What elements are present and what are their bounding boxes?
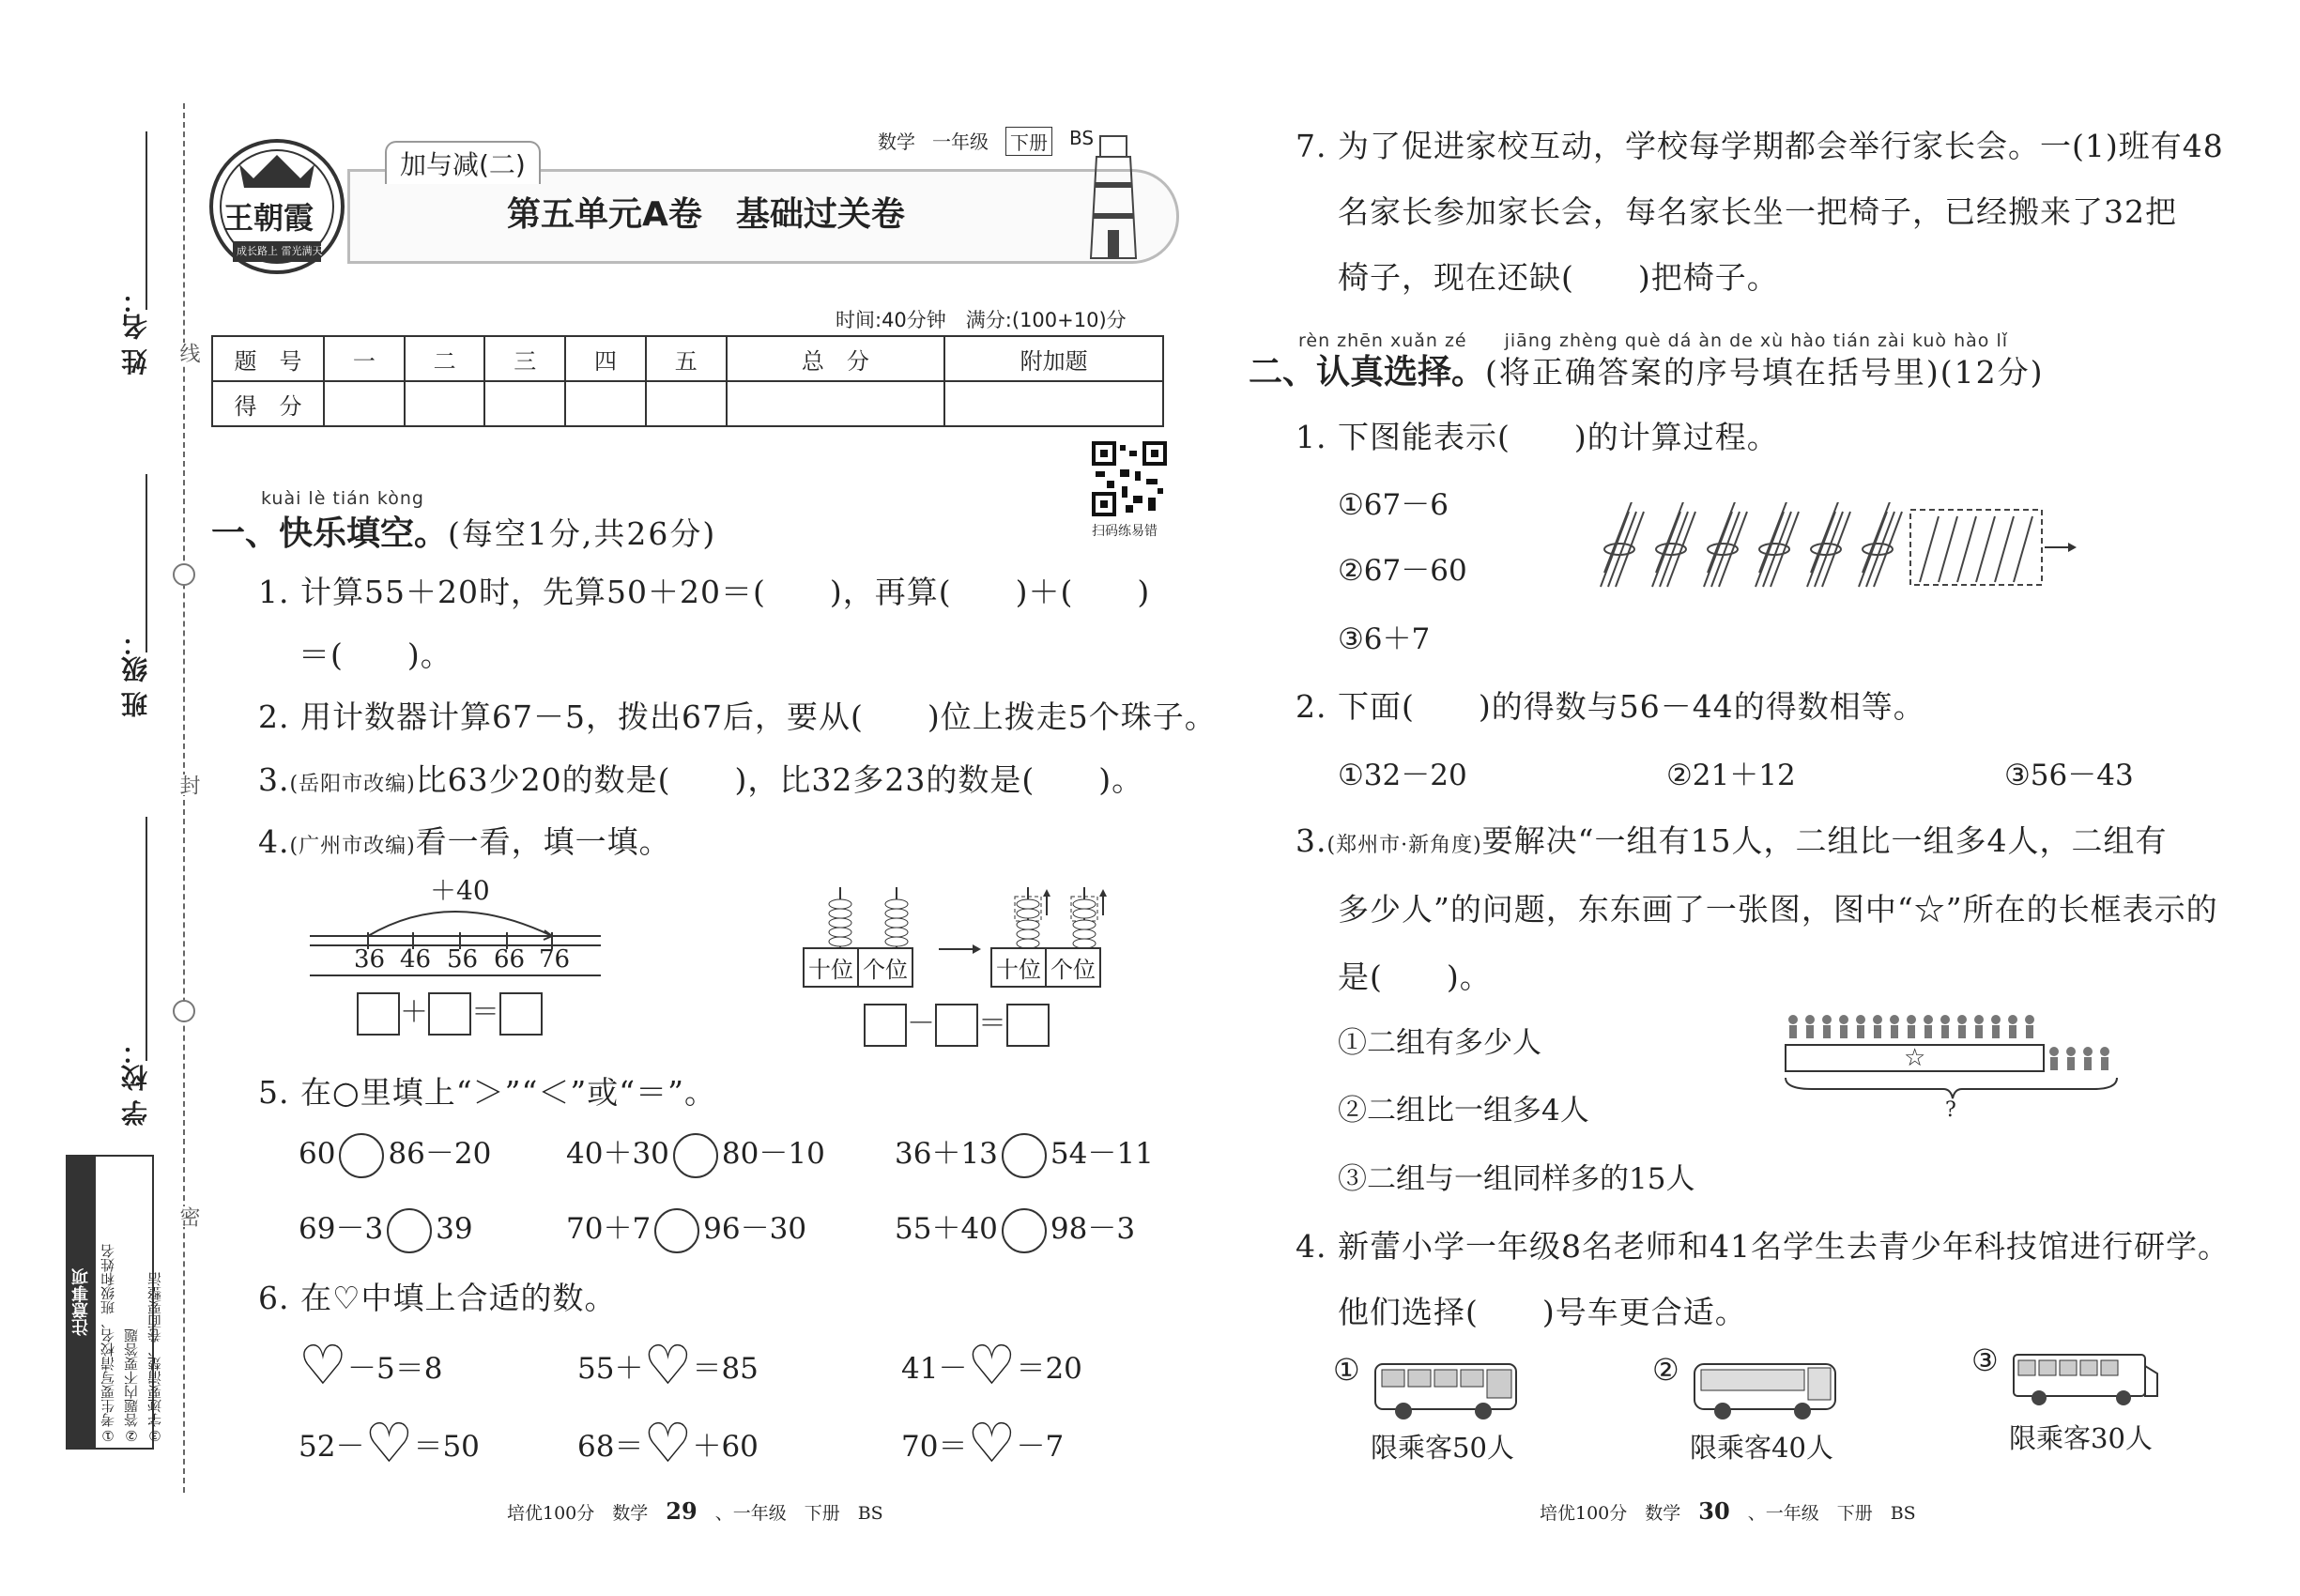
brand-logo	[207, 136, 347, 277]
score-col-total: 总 分	[727, 336, 945, 381]
tag-volume: 下册	[1005, 127, 1052, 156]
q5-item: 70＋7 96－30	[566, 1205, 806, 1253]
q6-item: 70＝ ♡ －7	[901, 1411, 1065, 1475]
c3-line2: 多少人”的问题，东东画了一张图，图中“☆”所在的长框表示的	[1338, 891, 2218, 928]
q7-line2: 名家长参加家长会，每名家长坐一把椅子，已经搬来了32把	[1338, 193, 2177, 230]
compare-circle[interactable]	[339, 1133, 384, 1178]
q5-item: 69－3 39	[299, 1205, 473, 1253]
tick-label: 56	[447, 945, 479, 974]
heart-icon[interactable]: ♡	[364, 1411, 414, 1475]
score-cell[interactable]	[324, 381, 405, 426]
q5-item: 36＋13 54－11	[895, 1129, 1154, 1178]
q5-item: 60 86－20	[299, 1129, 491, 1178]
c3-num: 3.	[1296, 822, 1327, 859]
heart-icon[interactable]: ♡	[967, 1333, 1017, 1397]
score-col-4: 四	[565, 336, 646, 381]
c3-line1: 3.(郑州市·新角度)要解决“一组有15人，二组比一组多4人，二组有	[1296, 822, 2168, 859]
tick-label: 46	[400, 945, 432, 974]
tick-label: 36	[354, 945, 386, 974]
c3-source: (郑州市·新角度)	[1326, 834, 1482, 857]
right-arrow-icon	[939, 942, 981, 959]
score-col-bonus: 附加题	[944, 336, 1163, 381]
tens-label: 十位	[805, 949, 859, 986]
qr-code[interactable]	[1092, 441, 1167, 516]
sec1-title: 一、快乐填空。	[211, 514, 449, 553]
q1-line1: 1. 计算55＋20时，先算50＋20＝( )，再算( )＋( )	[258, 574, 1151, 610]
c2-option-3[interactable]: ③56－43	[2004, 759, 2134, 792]
q4	[258, 818, 671, 862]
tick-label: 66	[494, 945, 526, 974]
q3-source: (岳阳市改编)	[289, 773, 416, 796]
heart-icon[interactable]: ♡	[643, 1411, 693, 1475]
score-col-2: 二	[405, 336, 485, 381]
c3-line3: 是( )。	[1338, 959, 1492, 995]
score-cell[interactable]	[405, 381, 485, 426]
q7-line1: 7. 为了促进家校互动，学校每学期都会举行家长会。一(1)班有48	[1296, 128, 2224, 164]
q5-title: 5. 在○里填上“＞”“＜”或“＝”。	[258, 1074, 716, 1111]
sec2-pinyin: rèn zhēn xuǎn zé jiāng zhèng què dá àn de xù hào tián zài kuò hào lǐ	[1298, 330, 2008, 351]
q5-item: 40＋30 80－10	[566, 1129, 825, 1178]
q4-equation-1: ＋ ＝	[357, 989, 543, 1036]
sec1-note: (每空1分,共26分)	[448, 515, 717, 552]
sec2-heading	[1249, 345, 2045, 393]
cut-mark-1: 线	[174, 343, 203, 363]
c4-line1: 4. 新蕾小学一年级8名老师和41名学生去青少年科技馆进行研学。	[1296, 1228, 2230, 1265]
sec2-title: 二、认真选择。	[1249, 353, 1486, 391]
q3	[258, 756, 1143, 800]
c3-option-1[interactable]: ①二组有多少人	[1338, 1026, 1541, 1060]
score-cell[interactable]	[727, 381, 945, 426]
score-cell[interactable]	[565, 381, 646, 426]
score-cell[interactable]	[484, 381, 565, 426]
score-row-label: 得 分	[212, 381, 324, 426]
compare-circle[interactable]	[387, 1208, 432, 1253]
cut-mark-2: 封	[174, 775, 203, 795]
score-cell[interactable]	[944, 381, 1163, 426]
abacus-place-labels	[990, 947, 1101, 988]
q4-num: 4.	[258, 823, 290, 860]
score-table	[211, 335, 1164, 427]
score-col-label: 题 号	[212, 336, 324, 381]
score-header-row	[212, 336, 1163, 381]
footer-left: 培优100分 数学 29 、一年级 下册 BS	[507, 1497, 883, 1525]
footer-right: 培优100分 数学 30 、一年级 下册 BS	[1540, 1497, 1916, 1525]
c2-option-1[interactable]: ①32－20	[1338, 759, 1467, 792]
page-number: 29	[666, 1497, 698, 1525]
sec1-pinyin: kuài lè tián kòng	[261, 488, 424, 509]
compare-circle[interactable]	[654, 1208, 699, 1253]
bus-label: 限乘客40人	[1690, 1432, 1833, 1464]
answer-box[interactable]	[935, 1004, 978, 1047]
note-1: ①考生要写清校名、班级和姓名	[100, 1244, 116, 1444]
q6-item: 68＝ ♡ ＋60	[577, 1411, 759, 1475]
q3-num: 3.	[258, 761, 290, 798]
c2-option-2[interactable]: ②21＋12	[1666, 759, 1796, 792]
score-col-3: 三	[484, 336, 565, 381]
tag-subject: 数学	[878, 130, 915, 153]
c2-text: 2. 下面( )的得数与56－44的得数相等。	[1296, 688, 1925, 725]
subject-tags	[878, 127, 1094, 156]
sec2-note: (将正确答案的序号填在括号里)(12分)	[1485, 354, 2045, 391]
time-info: 时间:40分钟 满分:(100+10)分	[836, 309, 1127, 331]
answer-box[interactable]	[499, 992, 543, 1036]
abacus-after	[990, 887, 1112, 981]
binding-hole-1	[173, 563, 195, 586]
bus-num: ①	[1333, 1352, 1360, 1388]
bus-option-3[interactable]	[1971, 1343, 2216, 1455]
school-field[interactable]	[117, 817, 155, 1127]
ones-label: 个位	[863, 957, 908, 983]
sec1-heading	[211, 507, 716, 555]
number-line	[310, 875, 601, 981]
c3-option-3[interactable]: ③二组与一组同样多的15人	[1338, 1162, 1695, 1196]
score-cell[interactable]	[646, 381, 727, 426]
score-col-1: 一	[324, 336, 405, 381]
c1-text: 1. 下图能表示( )的计算过程。	[1296, 419, 1779, 455]
q4-equation-2: － ＝	[864, 1000, 1050, 1047]
q6-item: 41－ ♡ ＝20	[901, 1333, 1082, 1397]
c1-option-2[interactable]: ②67－60	[1338, 554, 1467, 588]
page-title: 第五单元A卷 基础过关卷	[507, 195, 905, 234]
q6-title: 6. 在♡中填上合适的数。	[258, 1280, 617, 1316]
bus-label: 限乘客50人	[1371, 1432, 1514, 1464]
ones-label: 个位	[1050, 957, 1096, 983]
heart-icon[interactable]: ♡	[643, 1333, 693, 1397]
qr-label: 扫码练易错	[1092, 524, 1158, 539]
bus-option-1[interactable]	[1333, 1352, 1577, 1465]
name-field[interactable]	[117, 131, 155, 376]
question-mark: ?	[1945, 1098, 1956, 1122]
answer-box[interactable]	[357, 992, 400, 1036]
cut-mark-3: 密	[174, 1206, 203, 1227]
score-value-row	[212, 381, 1163, 426]
brand-slogan: 成长路上 雷光满天	[237, 245, 323, 257]
bus-icon	[1690, 1357, 1840, 1422]
tag-edition: BS	[1069, 127, 1095, 149]
q7-line3: 椅子，现在还缺( )把椅子。	[1338, 259, 1779, 296]
notes-title: 注意事项	[68, 1157, 96, 1448]
class-field[interactable]	[117, 474, 155, 718]
note-2: ②答题内不要答题	[123, 1328, 140, 1444]
class-label: 班 级：	[120, 630, 151, 718]
q1-line2: ＝( )。	[299, 637, 452, 673]
note-3: ③字迹要清楚、卷面要整洁	[146, 1272, 163, 1444]
c1-option-3[interactable]: ③6＋7	[1338, 622, 1431, 656]
bus-option-2[interactable]	[1652, 1352, 1896, 1465]
name-label: 姓 名：	[120, 287, 151, 376]
tens-label: 十位	[992, 949, 1047, 986]
heart-icon[interactable]: ♡	[967, 1411, 1017, 1475]
compare-circle[interactable]	[673, 1133, 718, 1178]
bus-num: ③	[1971, 1343, 1999, 1378]
star-icon: ☆	[1904, 1044, 1926, 1072]
abacus-place-labels	[803, 947, 913, 988]
tag-grade: 一年级	[932, 130, 989, 153]
binding-hole-2	[173, 1000, 195, 1022]
jump-label: ＋40	[430, 875, 490, 906]
q3-text: 比63少20的数是( )，比32多23的数是( )。	[415, 761, 1144, 798]
brand-name: 王朝霞	[223, 200, 314, 236]
compare-circle[interactable]	[1002, 1208, 1047, 1253]
bus-num: ②	[1652, 1352, 1679, 1388]
school-label: 学 校：	[120, 1038, 151, 1127]
bus-icon	[2009, 1347, 2159, 1413]
q6-item: ♡ －5＝8	[299, 1333, 443, 1397]
c3-option-2[interactable]: ②二组比一组多4人	[1338, 1094, 1589, 1128]
q6-item: 52－ ♡ ＝50	[299, 1411, 480, 1475]
answer-box[interactable]	[1006, 1004, 1050, 1047]
q4-source: (广州市改编)	[289, 835, 416, 858]
q4-text: 看一看，填一填。	[415, 823, 671, 860]
cut-line	[183, 103, 185, 1493]
abacus-before	[803, 887, 925, 981]
bus-icon	[1371, 1357, 1521, 1422]
lighthouse-icon	[1080, 127, 1155, 267]
c1-option-1[interactable]: ①67－6	[1338, 488, 1449, 522]
c4-line2: 他们选择( )号车更合适。	[1338, 1294, 1747, 1330]
heart-icon[interactable]: ♡	[299, 1333, 347, 1397]
people-bar-diagram	[1784, 1014, 2131, 1127]
page-number: 30	[1698, 1497, 1730, 1525]
topic-tab: 加与减(二)	[385, 141, 541, 184]
q2-text: 2. 用计数器计算67－5，拨出67后，要从( )位上拨走5个珠子。	[258, 698, 1217, 735]
compare-circle[interactable]	[1002, 1133, 1047, 1178]
answer-box[interactable]	[428, 992, 471, 1036]
q6-item: 55＋ ♡ ＝85	[577, 1333, 759, 1397]
bus-label: 限乘客30人	[2009, 1422, 2153, 1454]
tick-label: 76	[539, 945, 571, 974]
score-col-5: 五	[646, 336, 727, 381]
sticks-bundle-illustration	[1596, 502, 2084, 595]
notes-box	[66, 1155, 163, 1450]
q5-item: 55＋40 98－3	[895, 1205, 1135, 1253]
answer-box[interactable]	[864, 1004, 907, 1047]
